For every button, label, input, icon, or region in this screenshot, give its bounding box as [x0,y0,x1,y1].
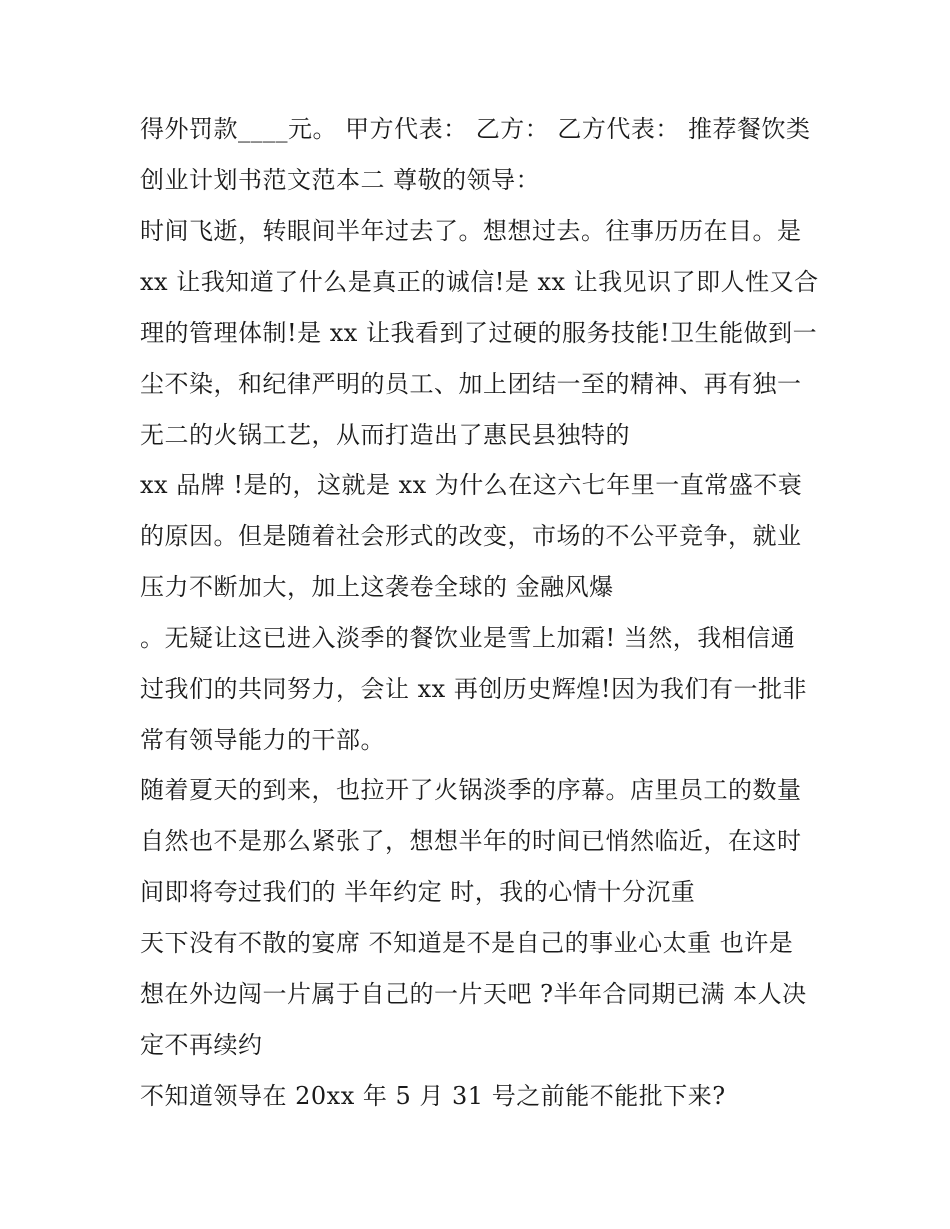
text-line: 的原因。但是随着社会形式的改变，市场的不公平竞争，就业 [140,522,802,550]
text-line: 天下没有不散的宴席 不知道是不是自己的事业心太重 也许是 [140,929,794,957]
text-line: xx 让我知道了什么是真正的诚信!是 xx 让我见识了即人性又合 [140,268,819,296]
text-line: 得外罚款____元。 甲方代表： 乙方： 乙方代表： 推荐餐饮类 [140,115,811,143]
text-line: 定不再续约 [140,1031,263,1059]
text-line: 过我们的共同努力，会让 xx 再创历史辉煌!因为我们有一批非 [140,675,807,703]
text-line: 。无疑让这已进入淡季的餐饮业是雪上加霜! 当然，我相信通 [140,624,796,652]
text-line: 想在外边闯一片属于自己的一片天吧 ?半年合同期已满 本人决 [140,980,807,1008]
text-line: xx 品牌 !是的，这就是 xx 为什么在这六七年里一直常盛不衰 [140,471,803,499]
text-line: 自然也不是那么紧张了，想想半年的时间已悄然临近，在这时 [140,827,802,855]
text-line: 尘不染，和纪律严明的员工、加上团结一至的精神、再有独一 [140,370,802,398]
text-line: 无二的火锅工艺，从而打造出了惠民县独特的 [140,421,630,449]
text-line: 创业计划书范文范本二 尊敬的领导： [140,166,541,194]
text-line: 随着夏天的到来，也拉开了火锅淡季的序幕。店里员工的数量 [140,776,802,804]
text-line: 时间飞逝，转眼间半年过去了。想想过去。往事历历在目。是 [140,217,802,245]
text-line: 压力不断加大，加上这袭卷全球的 金融风爆 [140,573,614,601]
text-line: 间即将夸过我们的 半年约定 时，我的心情十分沉重 [140,878,696,906]
text-line: 不知道领导在 20xx 年 5 月 31 号之前能不能批下来? [140,1082,726,1110]
text-line: 理的管理体制!是 xx 让我看到了过硬的服务技能!卫生能做到一 [140,319,818,347]
text-line: 常有领导能力的干部。 [140,726,385,754]
